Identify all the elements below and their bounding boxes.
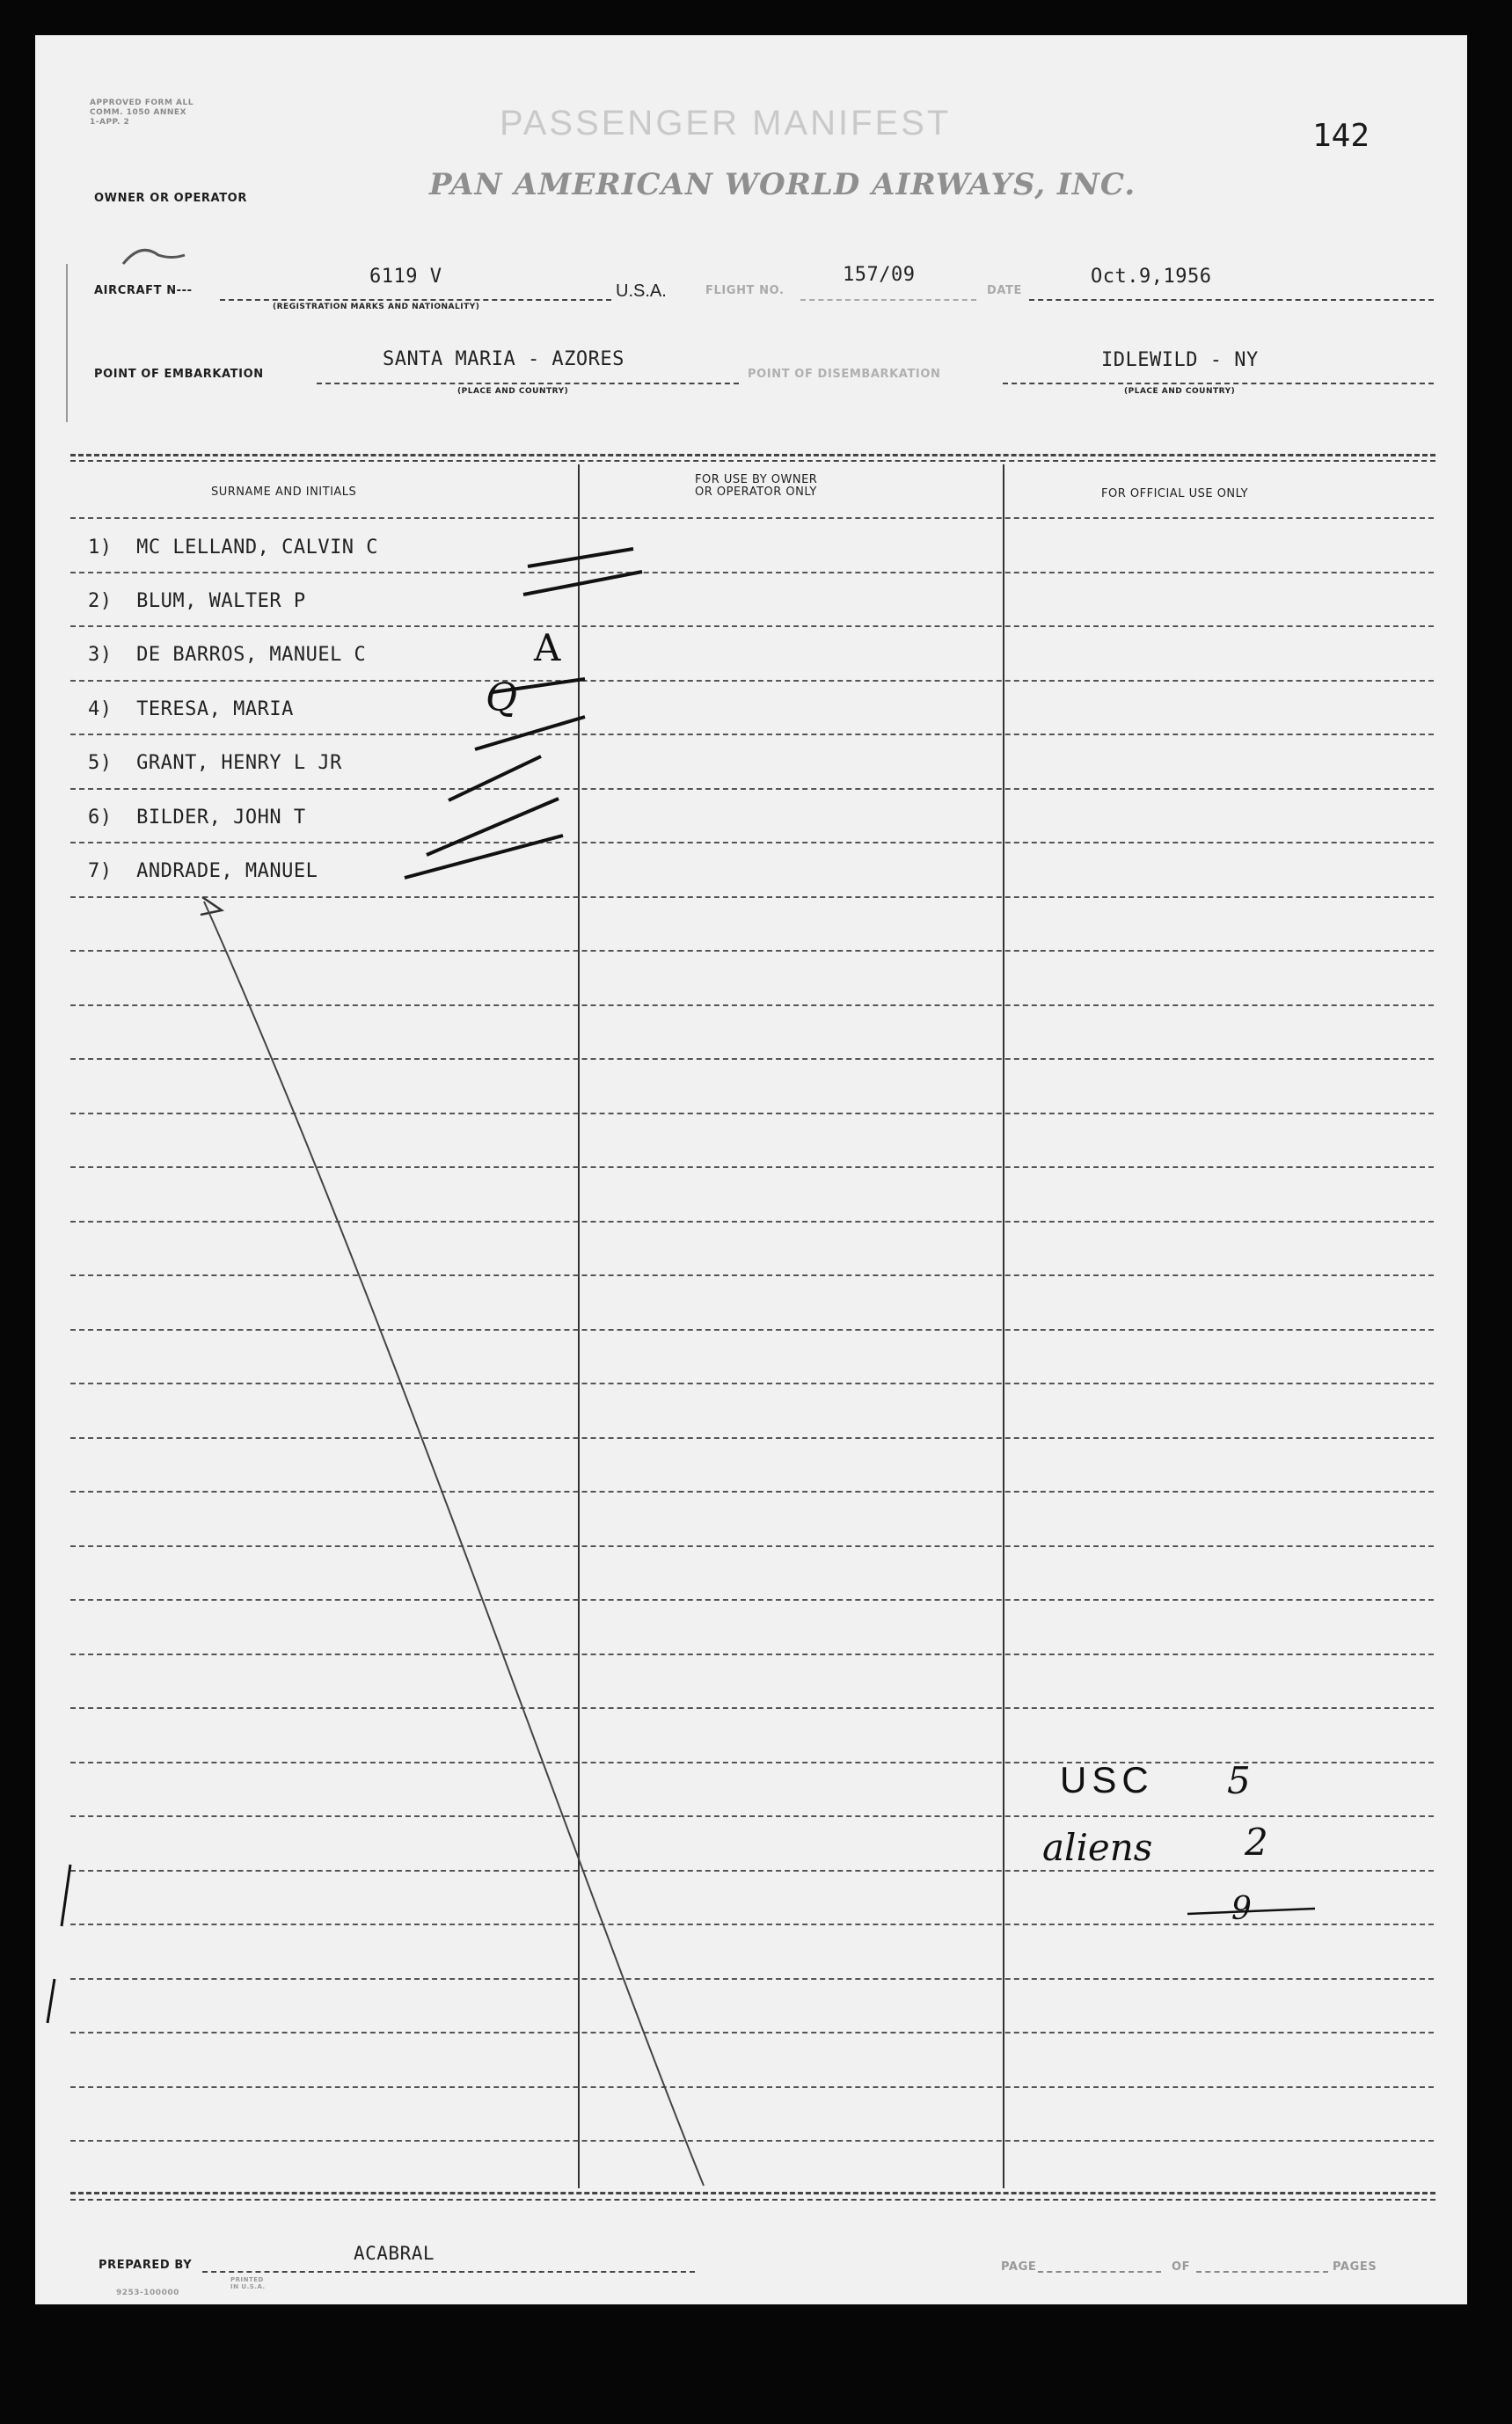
row-number: 6) xyxy=(88,807,113,829)
col-header-owner-line1: FOR USE BY OWNER xyxy=(695,473,818,486)
flight-label: FLIGHT NO. xyxy=(705,284,785,297)
date-value: Oct.9,1956 xyxy=(1091,266,1212,288)
row4-annotation: Q xyxy=(486,675,518,720)
form-code: 9253-100000 xyxy=(116,2289,179,2297)
handwritten-marks xyxy=(35,35,1467,2304)
col-header-owner-line2: OR OPERATOR ONLY xyxy=(695,486,817,499)
disembarkation-label: POINT OF DISEMBARKATION xyxy=(748,368,941,381)
owner-label: OWNER OR OPERATOR xyxy=(94,192,247,205)
row-number: 5) xyxy=(88,752,113,774)
embarkation-sublabel: (PLACE AND COUNTRY) xyxy=(457,387,569,396)
col-header-official: FOR OFFICIAL USE ONLY xyxy=(1101,487,1249,500)
row-number: 3) xyxy=(88,644,113,666)
page-underline xyxy=(1038,2271,1161,2273)
aircraft-label: AIRCRAFT N--- xyxy=(94,284,193,297)
aliens-label: aliens xyxy=(1042,1826,1153,1869)
aliens-count: 2 xyxy=(1245,1821,1268,1864)
flight-value: 157/09 xyxy=(843,264,916,286)
embarkation-value: SANTA MARIA - AZORES xyxy=(383,348,625,370)
prepared-label: PREPARED BY xyxy=(99,2259,193,2272)
prepared-value: ACABRAL xyxy=(354,2243,435,2264)
disembarkation-sublabel: (PLACE AND COUNTRY) xyxy=(1124,387,1236,396)
printed-note: PRINTED IN U.S.A. xyxy=(230,2276,266,2290)
approval-note: APPROVED FORM ALL COMM. 1050 ANNEX 1-APP. 2 xyxy=(90,99,194,127)
passenger-name: GRANT, HENRY L JR xyxy=(136,752,342,774)
row-number: 2) xyxy=(88,590,113,612)
col-header-surname: SURNAME AND INITIALS xyxy=(211,486,357,499)
pages-label: PAGES xyxy=(1333,2260,1377,2274)
usc-label: USC xyxy=(1060,1759,1154,1800)
aircraft-sublabel: (REGISTRATION MARKS AND NATIONALITY) xyxy=(273,303,480,311)
form-title: PASSENGER MANIFEST xyxy=(500,104,952,142)
aircraft-value: 6119 V xyxy=(369,266,442,288)
of-underline xyxy=(1196,2271,1328,2273)
row-number: 1) xyxy=(88,537,113,559)
page-label: PAGE xyxy=(1001,2260,1037,2274)
passenger-name: BILDER, JOHN T xyxy=(136,807,306,829)
of-label: OF xyxy=(1172,2260,1191,2274)
page-number-stamp: 142 xyxy=(1312,118,1370,154)
nationality: U.S.A. xyxy=(616,281,667,301)
manifest-sheet xyxy=(35,35,1467,2304)
embarkation-label: POINT OF EMBARKATION xyxy=(94,368,264,381)
row-number: 4) xyxy=(88,698,113,720)
disembarkation-value: IDLEWILD - NY xyxy=(1101,349,1259,371)
passenger-name: DE BARROS, MANUEL C xyxy=(136,644,367,666)
usc-count: 5 xyxy=(1227,1759,1251,1802)
prepared-underline xyxy=(202,2271,695,2273)
passenger-name: TERESA, MARIA xyxy=(136,698,294,720)
passenger-name: BLUM, WALTER P xyxy=(136,590,306,612)
row-number: 7) xyxy=(88,860,113,882)
passenger-name: MC LELLAND, CALVIN C xyxy=(136,537,379,559)
table-bottom-rule-2 xyxy=(70,2199,1435,2201)
owner-name: PAN AMERICAN WORLD AIRWAYS, INC. xyxy=(429,167,1136,202)
date-label: DATE xyxy=(987,284,1022,297)
passenger-name: ANDRADE, MANUEL xyxy=(136,860,318,882)
table-bottom-rule xyxy=(70,2192,1435,2194)
tally-total: 9 xyxy=(1231,1891,1252,1927)
row3-annotation: A xyxy=(534,626,561,669)
